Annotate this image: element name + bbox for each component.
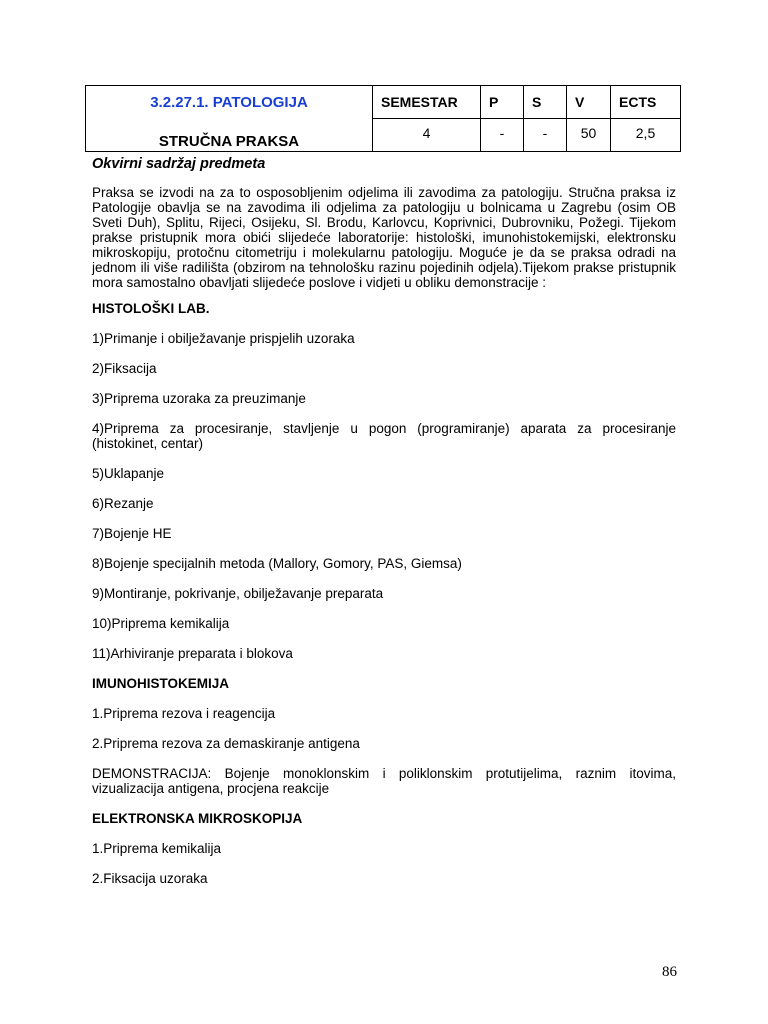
header-p: P [481,86,524,119]
value-v: 50 [567,119,611,152]
course-header-table [85,85,681,152]
header-semestar: SEMESTAR [373,86,481,119]
histo-heading: HISTOLOŠKI LAB. [92,301,210,316]
list-item: 2)Fiksacija [92,361,157,376]
list-item: 1)Primanje i obilježavanje prispjelih uzoraka [92,331,355,346]
value-ects: 2,5 [611,119,681,152]
list-item: 1.Priprema rezova i reagencija [92,706,276,721]
section-title: Okvirni sadržaj predmeta [92,156,266,172]
list-item: 10)Priprema kemikalija [92,616,230,631]
header-v: V [567,86,611,119]
intro-paragraph: Praksa se izvodi na za to osposobljenim odjelima ili zavodima za patologiju. Stručna praksa iz Patologije obavlja se na zavodima ili odjelima za patologiju u bolnicama u Zagrebu (osim OB Sveti Duh), Splitu, Rijeci, Osijeku, Sl. Brodu, Karlovcu, Koprivnici, Dubrovniku, Požegi. Tijekom prakse pristupnik mora obići slijedeće laboratorije: histološki, imunohistokemijski, elektronsku mikroskopiju, protočnu citometriju i molekularnu patologiju. Moguće je da se praksa odradi na jednom ili više radilišta (obzirom na tehnološku razinu pojedinih odjela).Tijekom prakse pristupnik mora samostalno obavljati slijedeće poslove i vidjeti u obliku demonstracije : [92,185,676,290]
list-item: 11)Arhiviranje preparata i blokova [92,646,293,661]
list-item: 9)Montiranje, pokrivanje, obilježavanje preparata [92,586,384,601]
value-semestar: 4 [373,119,481,152]
course-subtitle: STRUČNA PRAKSA [86,119,373,152]
list-item: 7)Bojenje HE [92,526,172,541]
list-item: 2.Priprema rezova za demaskiranje antigena [92,736,360,751]
value-s: - [524,119,567,152]
list-item: 5)Uklapanje [92,466,165,481]
course-title: 3.2.27.1. PATOLOGIJA [86,86,373,119]
list-item: 3)Priprema uzoraka za preuzimanje [92,391,306,406]
list-item: 4)Priprema za procesiranje, stavljenje u pogon (programiranje) aparata za procesiranje (histokinet, centar) [92,421,676,451]
value-p: - [481,119,524,152]
list-item: 8)Bojenje specijalnih metoda (Mallory, Gomory, PAS, Giemsa) [92,556,462,571]
imuno-heading: IMUNOHISTOKEMIJA [92,676,230,691]
document-body [92,157,676,901]
page-number: 86 [662,964,677,980]
list-item: 2.Fiksacija uzoraka [92,871,208,886]
list-item: 6)Rezanje [92,496,154,511]
em-heading: ELEKTRONSKA MIKROSKOPIJA [92,811,303,826]
header-s: S [524,86,567,119]
list-item: 1.Priprema kemikalija [92,841,222,856]
header-ects: ECTS [611,86,681,119]
list-item: DEMONSTRACIJA: Bojenje monoklonskim i poliklonskim protutijelima, raznim itovima, vizualizacija antigena, procjena reakcije [92,766,676,796]
